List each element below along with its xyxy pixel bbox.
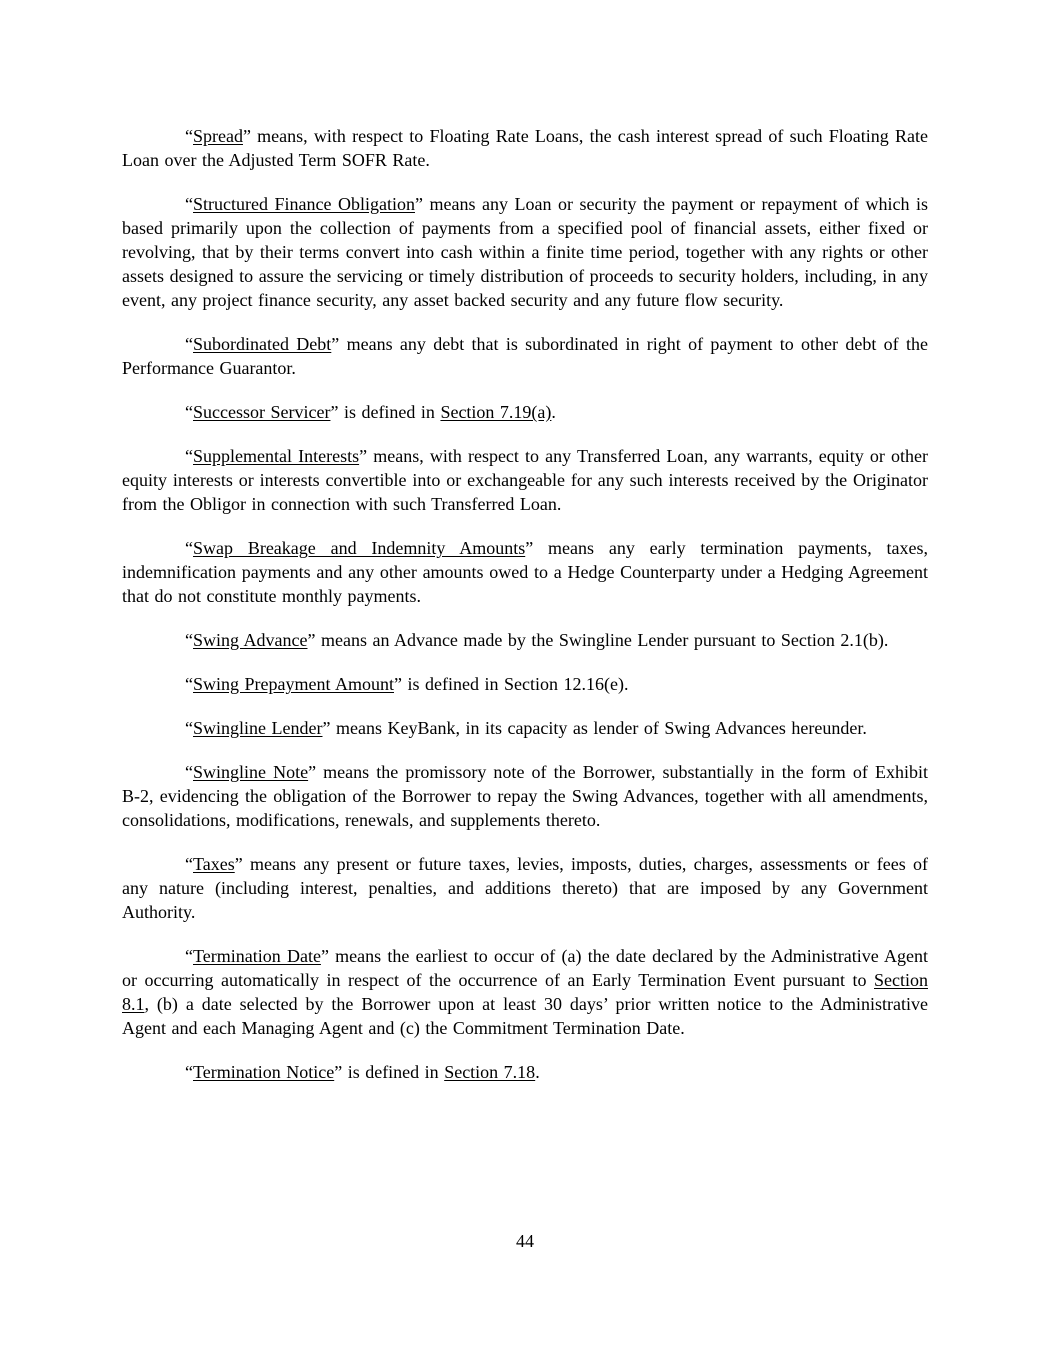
paragraph-text: . <box>551 402 556 422</box>
paragraph-text: . <box>535 1062 540 1082</box>
paragraph-swingline-note <box>122 760 928 832</box>
defined-term: Subordinated Debt <box>193 334 332 354</box>
paragraph-text: ” means the promissory note of the Borrower, substantially in the form of Exhibit B-2, evidencing the obligation of the Borrower to repay the Swing Advances, together with all amendments, consolidations, modifications, renewals, and supplements thereto. <box>122 762 928 830</box>
section-reference: Section 7.18 <box>444 1062 536 1082</box>
section-reference: Section 7.19(a) <box>440 402 552 422</box>
paragraph-text: “ <box>185 718 193 738</box>
paragraph-text: ” means KeyBank, in its capacity as lender of Swing Advances hereunder. <box>322 718 867 738</box>
section-reference: Section 8.1 <box>122 970 928 1014</box>
paragraph-subordinated-debt <box>122 332 928 380</box>
paragraph-termination-date <box>122 944 928 1040</box>
defined-term: Swingline Lender <box>193 718 323 738</box>
paragraph-swingline-lender <box>122 716 928 740</box>
paragraph-text: ” means any early termination payments, taxes, indemnification payments and any other amounts owed to a Hedge Counterparty under a Hedging Agreement that do not constitute monthly payments. <box>122 538 928 606</box>
paragraph-text: ” is defined in <box>334 1062 445 1082</box>
defined-term: Swing Prepayment Amount <box>193 674 394 694</box>
paragraph-swing-prepayment-amount <box>122 672 928 696</box>
paragraph-swing-advance <box>122 628 928 652</box>
paragraph-taxes <box>122 852 928 924</box>
paragraph-text: ” means an Advance made by the Swingline Lender pursuant to Section 2.1(b). <box>307 630 889 650</box>
paragraph-spread <box>122 124 928 172</box>
paragraph-structured-finance-obligation <box>122 192 928 312</box>
paragraph-text: ” is defined in <box>330 402 441 422</box>
paragraph-text: ” means any present or future taxes, levies, imposts, duties, charges, assessments or fees of any nature (including interest, penalties, and additions thereto) that are imposed by any Government Authority. <box>122 854 928 922</box>
paragraph-text: “ <box>185 946 193 966</box>
paragraph-text: “ <box>185 538 193 558</box>
defined-term: Swingline Note <box>193 762 309 782</box>
paragraph-supplemental-interests <box>122 444 928 516</box>
defined-term: Termination Date <box>193 946 321 966</box>
defined-term: Termination Notice <box>193 1062 335 1082</box>
paragraph-text: “ <box>185 446 193 466</box>
paragraph-text: “ <box>185 194 193 214</box>
defined-term: Supplemental Interests <box>193 446 360 466</box>
paragraph-text: ” is defined in Section 12.16(e). <box>394 674 629 694</box>
page-number: 44 <box>516 1231 534 1251</box>
paragraph-text: “ <box>185 126 193 146</box>
paragraph-text: “ <box>185 402 193 422</box>
paragraph-swap-breakage-and-indemnity-amounts <box>122 536 928 608</box>
paragraph-text: ” means, with respect to Floating Rate Loans, the cash interest spread of such Floating Rate Loan over the Adjusted Term SOFR Rate. <box>122 126 928 170</box>
paragraph-text: “ <box>185 854 193 874</box>
paragraph-text: “ <box>185 630 193 650</box>
paragraph-text: “ <box>185 674 193 694</box>
paragraph-text: “ <box>185 334 193 354</box>
paragraph-text: “ <box>185 1062 193 1082</box>
paragraph-text: ” means any debt that is subordinated in right of payment to other debt of the Performance Guarantor. <box>122 334 928 378</box>
paragraph-text: ” means, with respect to any Transferred Loan, any warrants, equity or other equity interests or interests convertible into or exchangeable for any such interests received by the Originator from the Obligor in connection with such Transferred Loan. <box>122 446 928 514</box>
defined-term: Successor Servicer <box>193 402 331 422</box>
defined-term: Swap Breakage and Indemnity Amounts <box>193 538 526 558</box>
paragraph-text: ” means the earliest to occur of (a) the date declared by the Administrative Agent or occurring automatically in respect of the occurrence of an Early Termination Event pursuant to <box>122 946 928 990</box>
defined-term: Taxes <box>193 854 235 874</box>
paragraph-termination-notice <box>122 1060 928 1084</box>
paragraph-text: “ <box>185 762 193 782</box>
defined-term: Spread <box>193 126 243 146</box>
defined-term: Structured Finance Obligation <box>193 194 415 214</box>
defined-term: Swing Advance <box>193 630 308 650</box>
document-body <box>122 124 928 1104</box>
paragraph-successor-servicer <box>122 400 928 424</box>
paragraph-text: ” means any Loan or security the payment or repayment of which is based primarily upon the collection of payments from a specified pool of financial assets, either fixed or revolving, that by their terms convert into cash within a finite time period, together with any rights or other assets designed to assure the servicing or timely distribution of proceeds to security holders, including, in any event, any project finance security, any asset backed security and any future flow security. <box>122 194 928 310</box>
paragraph-text: , (b) a date selected by the Borrower upon at least 30 days’ prior written notice to the Administrative Agent and each Managing Agent and (c) the Commitment Termination Date. <box>122 994 928 1038</box>
